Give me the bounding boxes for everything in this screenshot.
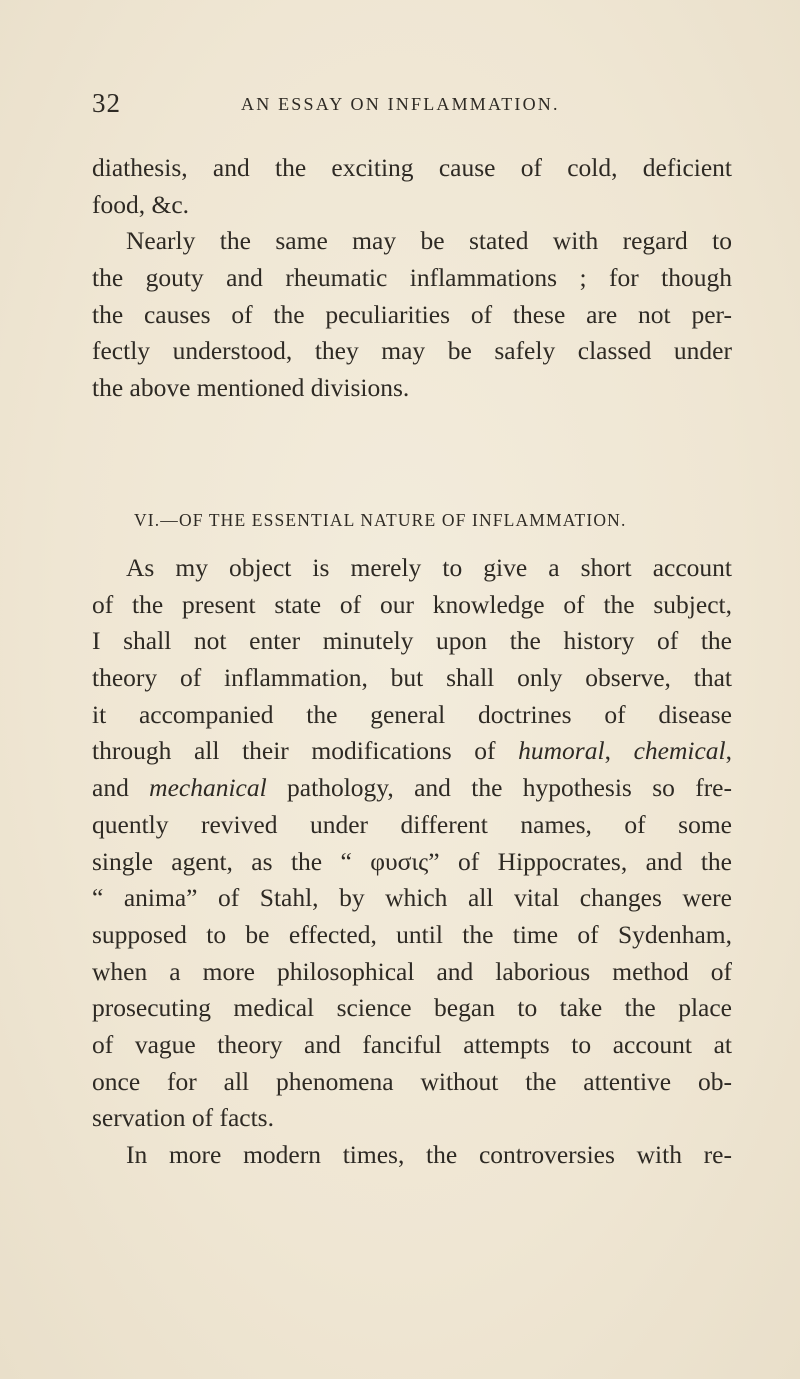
text-line: Nearly the same may be stated with regard to xyxy=(126,226,732,256)
page-number: 32 xyxy=(92,88,121,118)
text-line: In more modern times, the controversies with re- xyxy=(126,1140,732,1169)
italic-term-humoral: humoral xyxy=(518,736,605,766)
text-line: the gouty and rheumatic inflammations ; for though xyxy=(92,263,732,293)
text-line: “ anima” of Stahl, by which all vital changes were xyxy=(92,883,732,913)
paragraph-2 xyxy=(92,223,732,406)
text-line: food, &c. xyxy=(92,189,190,219)
text-line: fectly understood, they may be safely classed under xyxy=(92,336,732,366)
paragraph-1 xyxy=(92,150,732,223)
text-line: diathesis, and the exciting cause of cold, deficient xyxy=(92,153,732,182)
text-line-italic-terms xyxy=(92,733,732,770)
italic-term-chemical: chemical xyxy=(633,736,726,766)
line-text: pathology, and the hypothesis so fre- xyxy=(266,773,732,803)
text-line: the causes of the peculiarities of these are not per- xyxy=(92,299,732,329)
text-line: once for all phenomena without the attentive ob- xyxy=(92,1066,732,1096)
text-line: As my object is merely to give a short account xyxy=(126,553,732,582)
text-line: when a more philosophical and laborious method of xyxy=(92,956,732,986)
page-header xyxy=(92,88,732,120)
text-line: the above mentioned divisions. xyxy=(92,373,410,403)
italic-term-mechanical: mechanical xyxy=(149,773,267,803)
line-text: through all their modifications of xyxy=(92,736,519,766)
text-line: of the present state of our knowledge of the subject, xyxy=(92,589,732,619)
text-block-lower xyxy=(92,550,732,1174)
text-block-upper xyxy=(92,150,732,407)
text-line-italic-term xyxy=(92,770,732,807)
text-line: it accompanied the general doctrines of disease xyxy=(92,699,732,729)
line-text: , xyxy=(604,736,634,766)
paragraph-3 xyxy=(92,550,732,1137)
text-line: prosecuting medical science began to take the place xyxy=(92,993,732,1023)
text-line: servation of facts. xyxy=(92,1103,274,1133)
paragraph-4 xyxy=(92,1137,732,1174)
text-line: I shall not enter minutely upon the history of the xyxy=(92,626,732,656)
text-line: single agent, as the “ φυσις” of Hippocrates, and the xyxy=(92,846,732,876)
text-line: supposed to be effected, until the time of Sydenham, xyxy=(92,919,732,949)
text-line: theory of inflammation, but shall only observe, that xyxy=(92,663,732,693)
line-text: and xyxy=(92,773,150,803)
text-line: of vague theory and fanciful attempts to account at xyxy=(92,1029,732,1059)
running-head: AN ESSAY ON INFLAMMATION. xyxy=(241,94,560,114)
text-line: quently revived under different names, of some xyxy=(92,809,732,839)
section-heading: VI.—OF THE ESSENTIAL NATURE OF INFLAMMATION. xyxy=(134,510,627,530)
line-text: , xyxy=(725,736,732,766)
